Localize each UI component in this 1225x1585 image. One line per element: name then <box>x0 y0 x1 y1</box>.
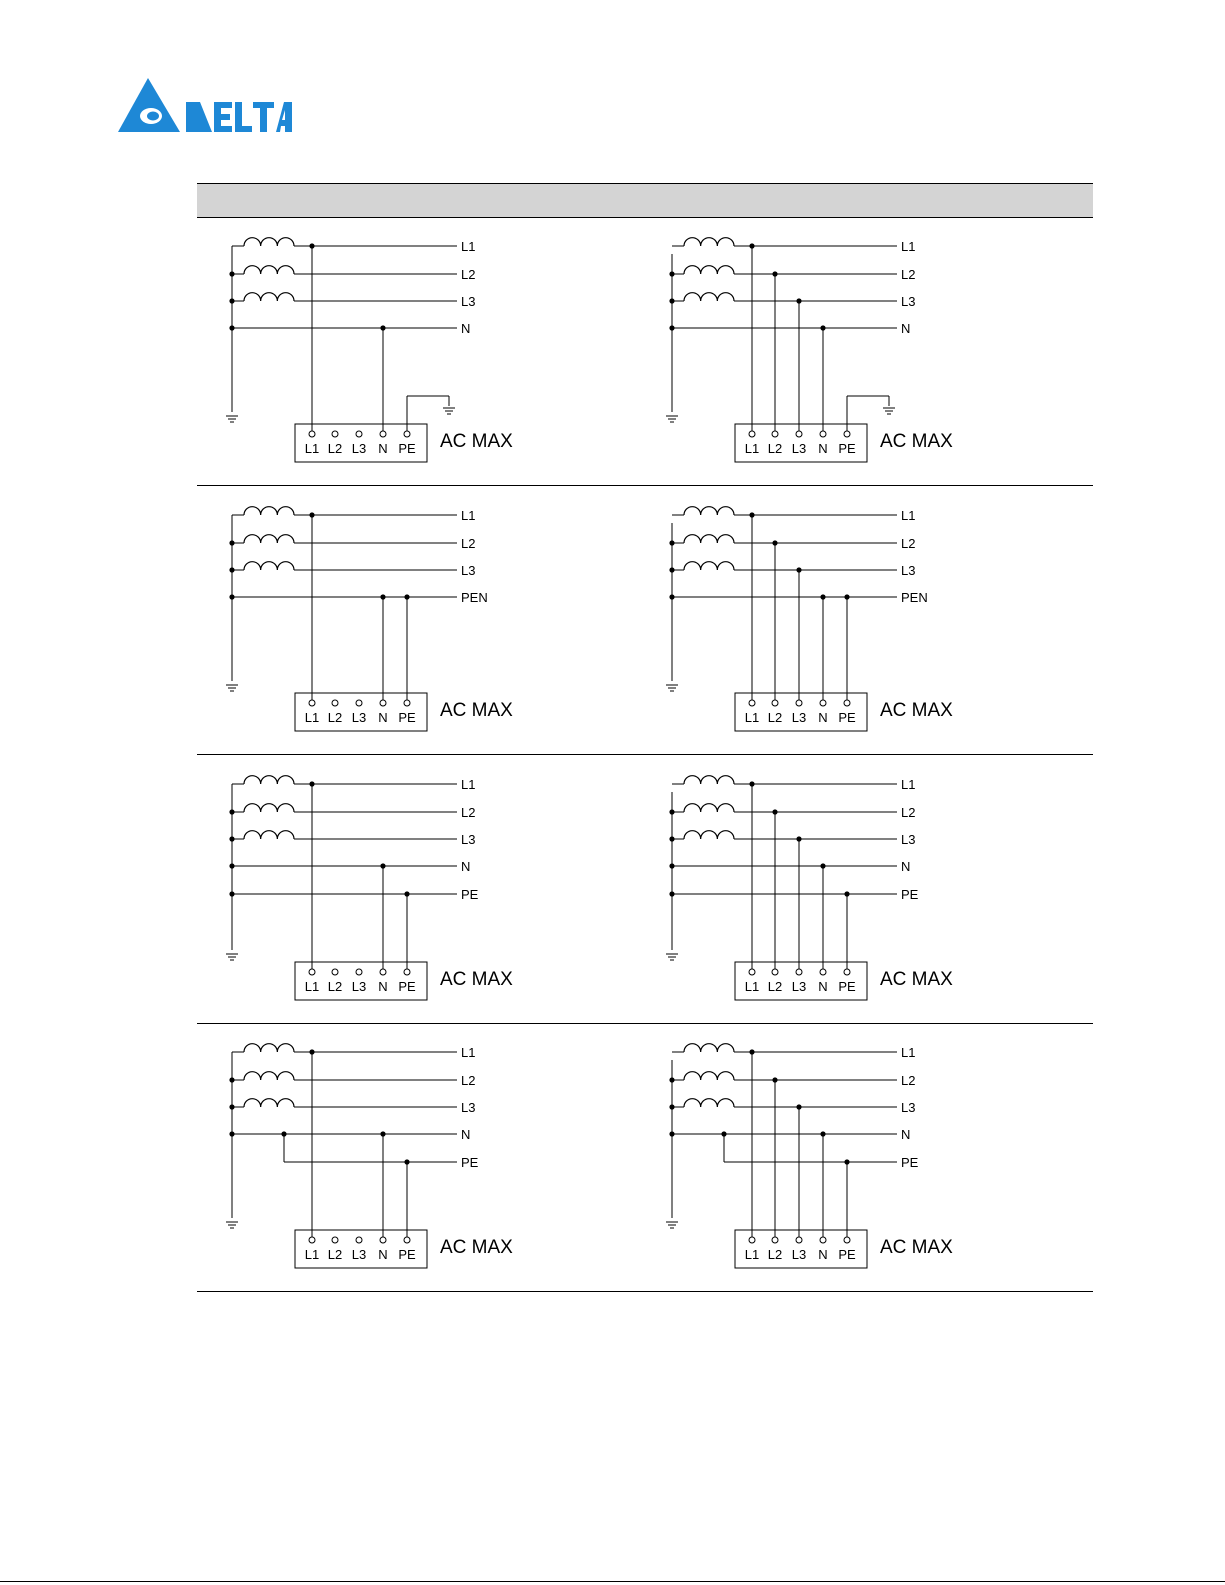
transformer-coil-icon <box>244 1044 294 1052</box>
terminal-icon <box>404 700 410 706</box>
terminal-label-l2: L2 <box>327 1247 343 1262</box>
terminal-icon <box>844 431 850 437</box>
terminal-icon <box>332 969 338 975</box>
wiring-diagram-row1-right <box>660 226 1000 486</box>
terminal-icon <box>332 431 338 437</box>
terminal-label-pe: PE <box>838 979 856 994</box>
junction-dot <box>669 1104 674 1109</box>
terminal-label-pe: PE <box>398 1247 416 1262</box>
terminal-label-l3: L3 <box>791 1247 807 1262</box>
terminal-icon <box>356 969 362 975</box>
conductor-label-l3: L3 <box>901 294 916 309</box>
wiring-diagram-row4-left <box>220 1032 560 1292</box>
device-label: AC MAX <box>880 700 953 721</box>
junction-dot <box>669 836 674 841</box>
device-label: AC MAX <box>880 431 953 452</box>
terminal-label-l3: L3 <box>351 1247 367 1262</box>
junction-dot <box>229 567 234 572</box>
junction-dot <box>669 891 674 896</box>
transformer-coil-icon <box>684 562 734 570</box>
terminal-icon <box>772 1237 778 1243</box>
terminal-label-l2: L2 <box>327 979 343 994</box>
conductor-label-l1: L1 <box>461 1045 476 1060</box>
terminal-icon <box>356 1237 362 1243</box>
transformer-coil-icon <box>244 535 294 543</box>
terminal-label-n: N <box>378 710 388 725</box>
terminal-label-l1: L1 <box>744 1247 760 1262</box>
terminal-label-n: N <box>818 979 828 994</box>
transformer-coil-icon <box>244 507 294 515</box>
junction-dot <box>229 594 234 599</box>
terminal-icon <box>772 700 778 706</box>
terminal-label-n: N <box>818 1247 828 1262</box>
conductor-label-l2: L2 <box>461 536 476 551</box>
terminal-label-n: N <box>378 979 388 994</box>
terminal-label-n: N <box>378 1247 388 1262</box>
transformer-coil-icon <box>244 1099 294 1107</box>
junction-dot <box>669 863 674 868</box>
terminal-label-l3: L3 <box>351 979 367 994</box>
terminal-icon <box>309 700 315 706</box>
terminal-icon <box>332 1237 338 1243</box>
wiring-diagram-row1-left <box>220 226 560 486</box>
terminal-icon <box>796 700 802 706</box>
terminal-icon <box>309 969 315 975</box>
terminal-icon <box>796 431 802 437</box>
terminal-icon <box>404 431 410 437</box>
terminal-icon <box>844 700 850 706</box>
conductor-label-pen: PEN <box>901 590 928 605</box>
junction-dot <box>229 271 234 276</box>
device-label: AC MAX <box>440 969 513 990</box>
delta-triangle-logo-icon <box>118 78 180 132</box>
device-label: AC MAX <box>440 431 513 452</box>
wiring-diagram-row3-right <box>660 764 1000 1024</box>
conductor-label-n: N <box>461 1127 471 1142</box>
terminal-icon <box>356 700 362 706</box>
terminal-icon <box>309 431 315 437</box>
terminal-label-l2: L2 <box>767 1247 783 1262</box>
transformer-coil-icon <box>684 1072 734 1080</box>
terminal-label-l1: L1 <box>304 979 320 994</box>
junction-dot <box>669 1077 674 1082</box>
terminal-label-l2: L2 <box>327 441 343 456</box>
terminal-icon <box>749 431 755 437</box>
terminal-label-l2: L2 <box>767 979 783 994</box>
terminal-label-l1: L1 <box>744 710 760 725</box>
transformer-coil-icon <box>684 776 734 784</box>
terminal-label-n: N <box>818 710 828 725</box>
device-label: AC MAX <box>440 1237 513 1258</box>
conductor-label-l2: L2 <box>901 805 916 820</box>
terminal-icon <box>820 1237 826 1243</box>
terminal-icon <box>820 431 826 437</box>
junction-dot <box>229 891 234 896</box>
conductor-label-l3: L3 <box>901 1100 916 1115</box>
transformer-coil-icon <box>684 1099 734 1107</box>
junction-dot <box>669 809 674 814</box>
conductor-label-l2: L2 <box>461 1073 476 1088</box>
conductor-label-l1: L1 <box>461 508 476 523</box>
conductor-label-l2: L2 <box>901 536 916 551</box>
junction-dot <box>229 298 234 303</box>
conductor-label-n: N <box>901 321 911 336</box>
terminal-icon <box>772 969 778 975</box>
transformer-coil-icon <box>244 804 294 812</box>
junction-dot <box>669 271 674 276</box>
terminal-label-pe: PE <box>398 710 416 725</box>
terminal-icon <box>772 431 778 437</box>
transformer-coil-icon <box>684 266 734 274</box>
terminal-label-l2: L2 <box>327 710 343 725</box>
conductor-label-n: N <box>461 859 471 874</box>
terminal-icon <box>332 700 338 706</box>
delta-logo-lettering <box>186 102 292 132</box>
conductor-label-n: N <box>901 859 911 874</box>
terminal-icon <box>796 1237 802 1243</box>
conductor-label-pen: PEN <box>461 590 488 605</box>
conductor-label-l1: L1 <box>901 1045 916 1060</box>
terminal-icon <box>380 431 386 437</box>
terminal-label-l3: L3 <box>791 979 807 994</box>
terminal-icon <box>749 969 755 975</box>
transformer-coil-icon <box>244 776 294 784</box>
terminal-icon <box>309 1237 315 1243</box>
terminal-icon <box>404 1237 410 1243</box>
terminal-icon <box>844 1237 850 1243</box>
conductor-label-l3: L3 <box>901 832 916 847</box>
transformer-coil-icon <box>244 1072 294 1080</box>
transformer-coil-icon <box>244 238 294 246</box>
conductor-label-l3: L3 <box>461 563 476 578</box>
terminal-label-l3: L3 <box>351 441 367 456</box>
conductor-label-l2: L2 <box>901 1073 916 1088</box>
conductor-label-l2: L2 <box>461 267 476 282</box>
terminal-label-pe: PE <box>398 441 416 456</box>
terminal-icon <box>380 700 386 706</box>
delta-logo <box>118 78 298 134</box>
terminal-label-l2: L2 <box>767 441 783 456</box>
conductor-label-l3: L3 <box>901 563 916 578</box>
conductor-label-l1: L1 <box>901 508 916 523</box>
terminal-label-l1: L1 <box>304 710 320 725</box>
terminal-label-l1: L1 <box>304 441 320 456</box>
terminal-label-l2: L2 <box>767 710 783 725</box>
terminal-icon <box>820 969 826 975</box>
terminal-label-pe: PE <box>398 979 416 994</box>
transformer-coil-icon <box>244 562 294 570</box>
terminal-label-l1: L1 <box>744 441 760 456</box>
terminal-icon <box>796 969 802 975</box>
junction-dot <box>669 540 674 545</box>
junction-dot <box>669 325 674 330</box>
junction-dot <box>669 594 674 599</box>
junction-dot <box>669 1131 674 1136</box>
conductor-label-l1: L1 <box>461 777 476 792</box>
device-label: AC MAX <box>440 700 513 721</box>
conductor-label-l2: L2 <box>901 267 916 282</box>
junction-dot <box>229 1104 234 1109</box>
conductor-label-l3: L3 <box>461 1100 476 1115</box>
terminal-label-n: N <box>378 441 388 456</box>
transformer-coil-icon <box>684 535 734 543</box>
junction-dot <box>229 1131 234 1136</box>
junction-dot <box>669 567 674 572</box>
conductor-label-pe: PE <box>461 887 479 902</box>
junction-dot <box>229 863 234 868</box>
terminal-icon <box>356 431 362 437</box>
transformer-coil-icon <box>684 1044 734 1052</box>
terminal-icon <box>844 969 850 975</box>
junction-dot <box>229 809 234 814</box>
transformer-coil-icon <box>684 804 734 812</box>
transformer-coil-icon <box>244 266 294 274</box>
conductor-label-pe: PE <box>461 1155 479 1170</box>
transformer-coil-icon <box>244 293 294 301</box>
terminal-icon <box>380 1237 386 1243</box>
wiring-diagram-row3-left <box>220 764 560 1024</box>
wiring-diagram-row4-right <box>660 1032 1000 1292</box>
terminal-label-n: N <box>818 441 828 456</box>
table-header <box>197 183 1093 218</box>
terminal-label-l3: L3 <box>791 710 807 725</box>
junction-dot <box>229 836 234 841</box>
wiring-diagram-row2-right <box>660 495 1000 755</box>
junction-dot <box>669 298 674 303</box>
conductor-label-n: N <box>901 1127 911 1142</box>
terminal-label-l1: L1 <box>304 1247 320 1262</box>
terminal-icon <box>749 700 755 706</box>
terminal-label-l3: L3 <box>791 441 807 456</box>
terminal-label-pe: PE <box>838 1247 856 1262</box>
wiring-diagram-row2-left <box>220 495 560 755</box>
transformer-coil-icon <box>684 238 734 246</box>
conductor-label-l1: L1 <box>901 777 916 792</box>
terminal-label-l1: L1 <box>744 979 760 994</box>
terminal-label-l3: L3 <box>351 710 367 725</box>
transformer-coil-icon <box>244 831 294 839</box>
conductor-label-pe: PE <box>901 887 919 902</box>
page-bottom-rule <box>0 1581 1225 1582</box>
junction-dot <box>229 1077 234 1082</box>
conductor-label-l3: L3 <box>461 294 476 309</box>
terminal-label-pe: PE <box>838 710 856 725</box>
conductor-label-l2: L2 <box>461 805 476 820</box>
junction-dot <box>229 325 234 330</box>
transformer-coil-icon <box>684 507 734 515</box>
terminal-label-pe: PE <box>838 441 856 456</box>
conductor-label-n: N <box>461 321 471 336</box>
conductor-label-l1: L1 <box>461 239 476 254</box>
terminal-icon <box>380 969 386 975</box>
conductor-label-l1: L1 <box>901 239 916 254</box>
terminal-icon <box>820 700 826 706</box>
transformer-coil-icon <box>684 831 734 839</box>
device-label: AC MAX <box>880 969 953 990</box>
device-label: AC MAX <box>880 1237 953 1258</box>
transformer-coil-icon <box>684 293 734 301</box>
terminal-icon <box>749 1237 755 1243</box>
conductor-label-l3: L3 <box>461 832 476 847</box>
terminal-icon <box>404 969 410 975</box>
junction-dot <box>229 540 234 545</box>
conductor-label-pe: PE <box>901 1155 919 1170</box>
